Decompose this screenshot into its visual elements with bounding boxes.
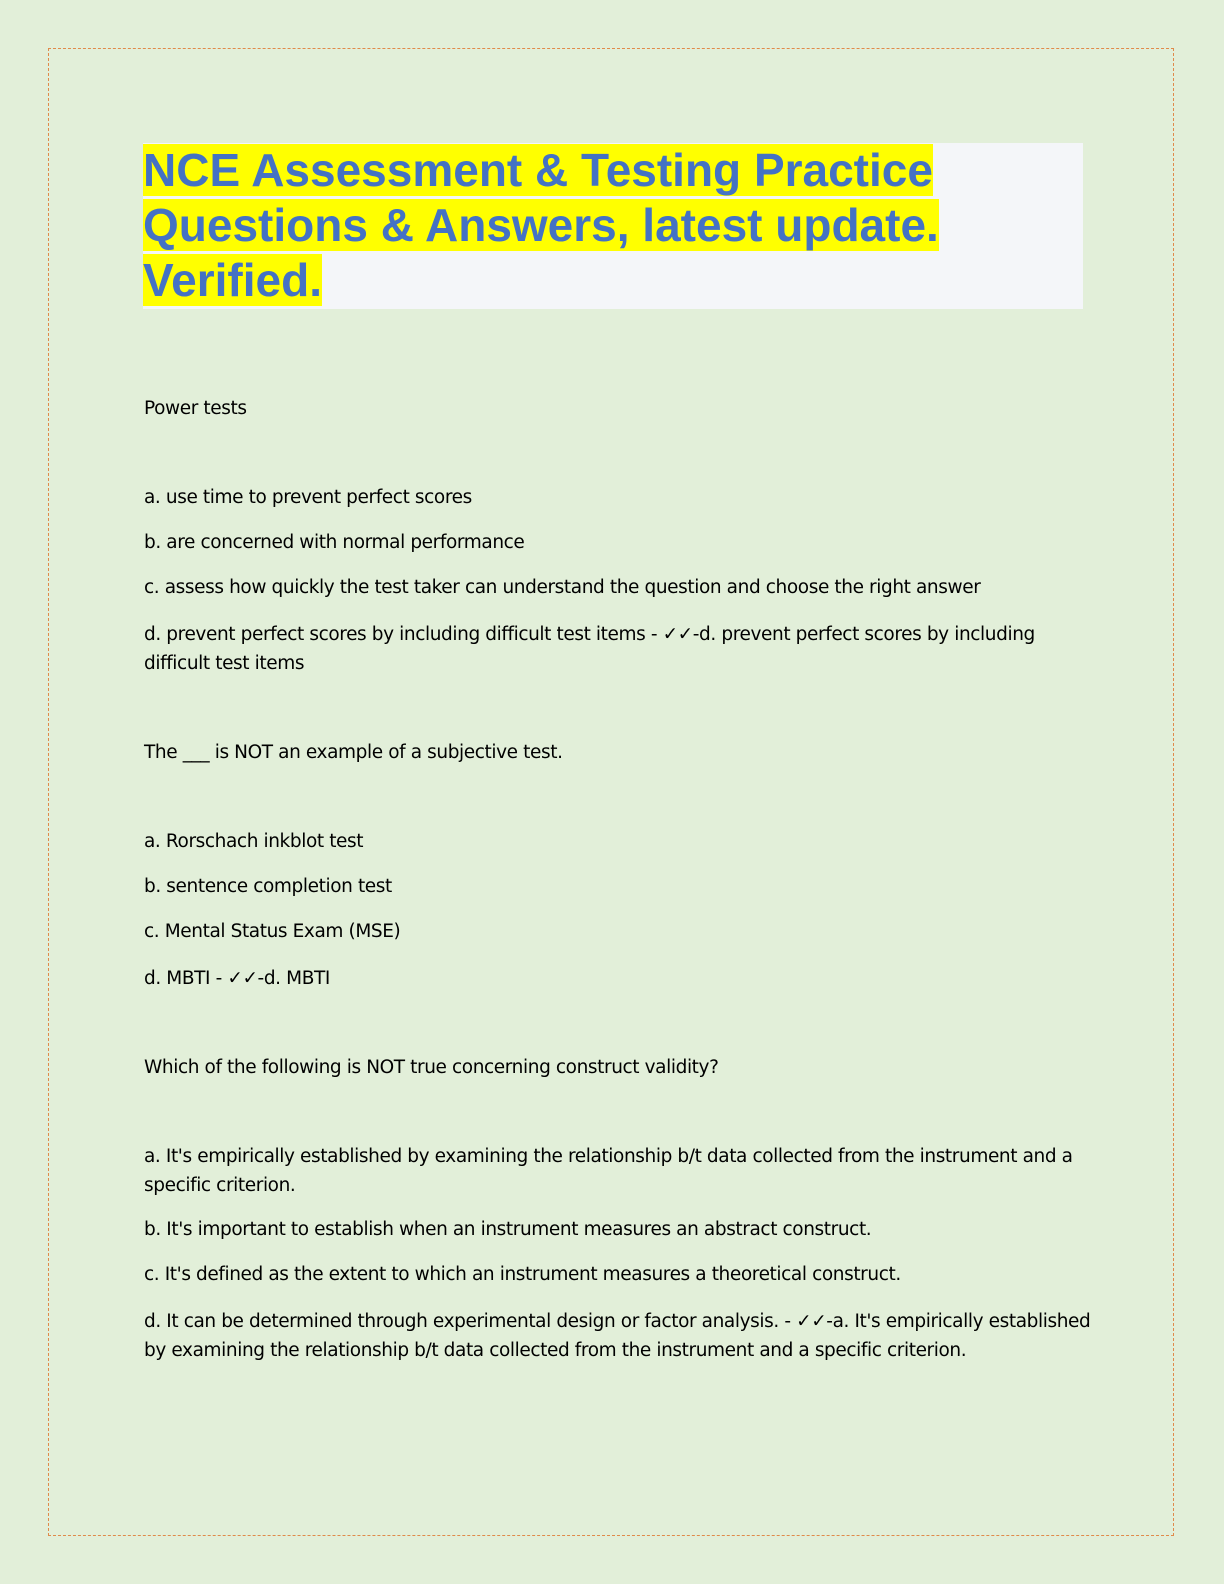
question-1-option-b: b. are concerned with normal performance [144,532,525,553]
question-1-option-c: c. assess how quickly the test taker can understand the question and choose the right answer [144,577,981,598]
question-2-option-a: a. Rorschach inkblot test [144,831,364,852]
question-2-prompt: The ___ is NOT an example of a subjective test. [144,742,563,763]
question-3-option-a: a. It's empirically established by examining the relationship b/t data collected from the instrument and a specific criterion. [144,1146,1073,1196]
question-1-prompt: Power tests [144,398,247,419]
question-3-prompt: Which of the following is NOT true concerning construct validity? [144,1057,719,1078]
question-1-option-d-answer: d. prevent perfect scores by including difficult test items - ✓✓-d. prevent perfect scores by including difficult test items [144,624,1035,674]
question-3-option-d-answer: d. It can be determined through experimental design or factor analysis. - ✓✓-a. It's empirically established by examining the relationship b/t data collected from the instrument and a specific criterion. [144,1311,1091,1361]
question-2-option-c: c. Mental Status Exam (MSE) [144,921,401,942]
question-2-option-d-answer: d. MBTI - ✓✓-d. MBTI [144,968,330,989]
question-2-option-b: b. sentence completion test [144,876,392,897]
question-3-option-b: b. It's important to establish when an instrument measures an abstract construct. [144,1219,872,1240]
question-1-option-a: a. use time to prevent perfect scores [144,487,472,508]
question-3-option-c: c. It's defined as the extent to which an instrument measures a theoretical construct. [144,1264,901,1285]
document-title [143,143,1103,308]
title-highlight: NCE Assessment & Testing Practice Questions & Answers, latest update. Verified. [143,144,939,306]
